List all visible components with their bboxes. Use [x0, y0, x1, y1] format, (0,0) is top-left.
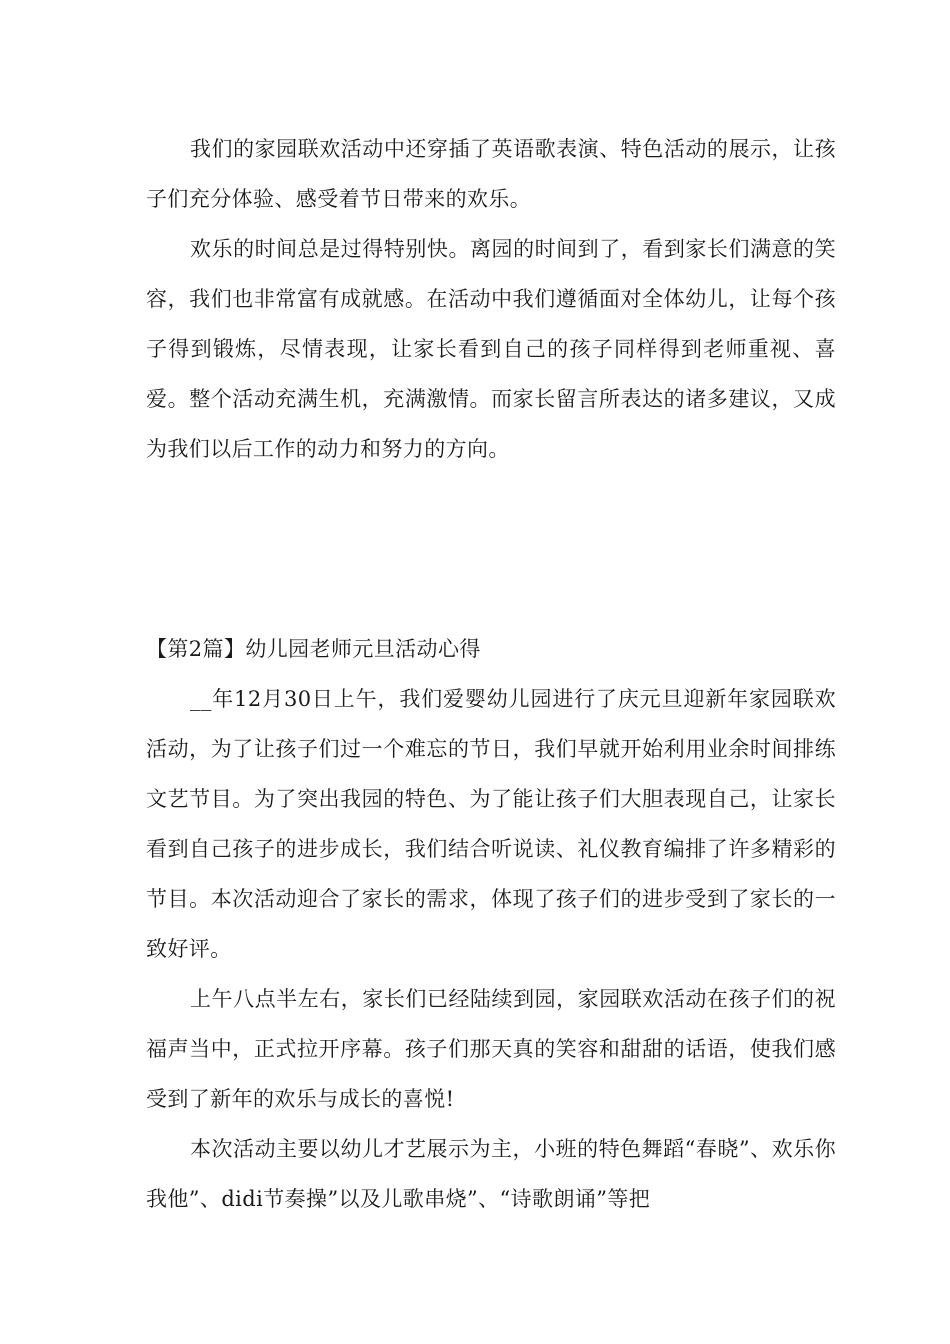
section-2	[146, 624, 836, 1224]
paragraph: 我们的家园联欢活动中还穿插了英语歌表演、特色活动的展示，让孩子们充分体验、感受着节日带来的欢乐。	[146, 137, 836, 211]
paragraph: 上午八点半左右，家长们已经陆续到园，家园联欢活动在孩子们的祝福声当中，正式拉开序幕。孩子们那天真的笑容和甜甜的话语，使我们感受到了新年的欢乐与成长的喜悦!	[146, 987, 836, 1111]
paragraph: 本次活动主要以幼儿才艺展示为主，小班的特色舞蹈“春晓”、欢乐你我他”、didi节奏操”以及儿歌串烧”、“诗歌朗诵”等把	[146, 1137, 836, 1211]
paragraph: __年12月30日上午，我们爱婴幼儿园进行了庆元旦迎新年家园联欢活动，为了让孩子们过一个难忘的节日，我们早就开始利用业余时间排练文艺节目。为了突出我园的特色、为了能让孩子们大胆表现自己，让家长看到自己孩子的进步成长，我们结合听说读、礼仪教育编排了许多精彩的节目。本次活动迎合了家长的需求，体现了孩子们的进步受到了家长的一致好评。	[146, 687, 836, 961]
paragraph: 欢乐的时间总是过得特别快。离园的时间到了，看到家长们满意的笑容，我们也非常富有成就感。在活动中我们遵循面对全体幼儿，让每个孩子得到锻炼，尽情表现，让家长看到自己的孩子同样得到老师重视、喜爱。整个活动充满生机，充满激情。而家长留言所表达的诸多建议，又成为我们以后工作的动力和努力的方向。	[146, 237, 836, 461]
section-heading: 【第2篇】幼儿园老师元旦活动心得	[146, 637, 481, 661]
section-1	[146, 124, 836, 474]
